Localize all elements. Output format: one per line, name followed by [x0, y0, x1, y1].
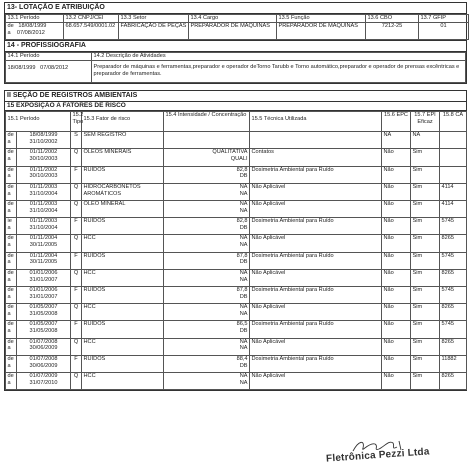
epi-cell: Sim — [411, 269, 440, 286]
risk-header-intensidade: 15.4 Intensidade / Concentração — [164, 112, 250, 132]
de-a-labels: de a — [6, 338, 17, 355]
tecnica-cell: Dosimetria Ambiental para Ruído — [250, 355, 382, 372]
epc-cell: Não — [382, 355, 411, 372]
epc-cell: Não — [382, 252, 411, 269]
tecnica-cell: Não Aplicável — [250, 269, 382, 286]
epc-cell: Não — [382, 201, 411, 218]
risk-header-epc: 15.6 EPC — [382, 112, 411, 132]
tipo-cell: Q — [71, 183, 82, 200]
tecnica-cell: Não Aplicável — [250, 338, 382, 355]
epc-cell: Não — [382, 166, 411, 183]
intensidade-cell: 86,5 DB — [164, 321, 250, 338]
epi-cell: Sim — [411, 321, 440, 338]
epi-cell: Sim — [411, 372, 440, 389]
fator-cell: HCC — [82, 372, 164, 389]
periodo-cell: 01/05/2007 31/05/2008 — [17, 304, 71, 321]
de-a-labels: de a — [6, 252, 17, 269]
epc-cell: Não — [382, 183, 411, 200]
tecnica-cell: Não Aplicável — [250, 183, 382, 200]
risk-header-epi: 15.7 EPI Eficaz — [411, 112, 440, 132]
de-a-labels: de a — [6, 183, 17, 200]
epi-cell: Sim — [411, 166, 440, 183]
lotacao-header: 13.1 Período — [6, 15, 64, 23]
lotacao-header-row — [6, 15, 469, 23]
tipo-cell: F — [71, 321, 82, 338]
periodo-cell: 01/11/2003 31/10/2004 — [17, 218, 71, 235]
tecnica-cell: Dosimetria Ambiental para Ruído — [250, 218, 382, 235]
gfip-cell: 01 — [419, 22, 469, 39]
lotacao-title: 13- LOTAÇÃO E ATRIBUIÇÃO — [5, 3, 466, 14]
profissiografia-header: 14.2 Descrição de Atividades — [92, 52, 466, 60]
periodo-inicio: 18/08/1999 — [18, 22, 47, 29]
epi-cell: Sim — [411, 252, 440, 269]
risk-row — [6, 355, 467, 372]
epi-cell: Sim — [411, 286, 440, 303]
risk-row — [6, 304, 467, 321]
registros-section — [4, 90, 467, 391]
tecnica-cell — [250, 132, 382, 149]
a-label: a — [7, 29, 11, 36]
epc-cell: Não — [382, 149, 411, 166]
de-a-labels: de a — [6, 269, 17, 286]
intensidade-cell — [164, 132, 250, 149]
ca-cell — [440, 149, 467, 166]
epc-cell: Não — [382, 372, 411, 389]
fator-cell: RUÍDOS — [82, 252, 164, 269]
profissiografia-header: 14.1 Período — [6, 52, 92, 60]
ca-cell: 4114 — [440, 183, 467, 200]
epi-cell: NA — [411, 132, 440, 149]
intensidade-cell: 82,8 DB — [164, 218, 250, 235]
intensidade-cell: NA NA — [164, 183, 250, 200]
tipo-cell: Q — [71, 304, 82, 321]
tecnica-cell: Contatos — [250, 149, 382, 166]
prof-fim: 07/08/2012 — [40, 64, 69, 71]
tipo-cell: F — [71, 286, 82, 303]
registros-title: II SEÇÃO DE REGISTROS AMBIENTAIS — [5, 91, 466, 102]
intensidade-cell: NA NA — [164, 235, 250, 252]
intensidade-cell: NA NA — [164, 269, 250, 286]
tipo-cell: F — [71, 252, 82, 269]
tipo-cell: Q — [71, 338, 82, 355]
ca-cell: 8265 — [440, 235, 467, 252]
fator-cell: HCC — [82, 338, 164, 355]
de-a-labels: de a — [6, 166, 17, 183]
atividades-descricao: Preparador de máquinas e ferramentas,preparador e operador deTorno Tarubb e Torno automático,preparador e operador de prensas excêntricas e preparador de ferramentas. — [92, 60, 466, 82]
intensidade-cell: NA NA — [164, 201, 250, 218]
epc-cell: Não — [382, 218, 411, 235]
profissiografia-title: 14 - PROFISSIOGRAFIA — [5, 40, 466, 52]
periodo-cell: 01/01/2006 31/01/2007 — [17, 286, 71, 303]
lotacao-header: 13.6 CBO — [366, 15, 419, 23]
ca-cell — [440, 166, 467, 183]
ca-cell — [440, 132, 467, 149]
fator-cell: ÓLEOS MINERAIS — [82, 149, 164, 166]
epc-cell: Não — [382, 304, 411, 321]
cnpj-cell: 68.657.549/0001.02 — [64, 22, 119, 39]
periodo-cell: 01/11/2003 31/10/2004 — [17, 183, 71, 200]
tipo-cell: Q — [71, 372, 82, 389]
epi-cell: Sim — [411, 218, 440, 235]
risk-row — [6, 149, 467, 166]
risk-header-row — [6, 112, 467, 132]
fator-cell: HCC — [82, 269, 164, 286]
ppp-page — [4, 2, 467, 465]
profissiografia-table — [5, 52, 466, 83]
tecnica-cell: Dosimetria Ambiental para Ruído — [250, 286, 382, 303]
fator-cell: HIDROCARBONETOS AROMÁTICOS — [82, 183, 164, 200]
risk-row — [6, 166, 467, 183]
tipo-cell: Q — [71, 269, 82, 286]
tecnica-cell: Não Aplicável — [250, 304, 382, 321]
lotacao-row — [6, 22, 469, 39]
de-a-labels: de a — [6, 132, 17, 149]
epc-cell: Não — [382, 321, 411, 338]
lotacao-section — [4, 2, 467, 84]
intensidade-cell: NA NA — [164, 372, 250, 389]
risk-header-fator: 15.3 Fator de risco — [82, 112, 164, 132]
intensidade-cell: 87,8 DB — [164, 286, 250, 303]
risk-row — [6, 132, 467, 149]
risk-row — [6, 372, 467, 389]
intensidade-cell: 88,4 DB — [164, 355, 250, 372]
risk-table — [5, 111, 467, 390]
tipo-cell: F — [71, 218, 82, 235]
epi-cell: Sim — [411, 183, 440, 200]
de-a-labels: de a — [6, 149, 17, 166]
periodo-cell: 01/11/2002 30/10/2003 — [17, 166, 71, 183]
ca-cell: 5745 — [440, 321, 467, 338]
epi-cell: Sim — [411, 338, 440, 355]
cargo-cell: PREPARADOR DE MÁQUINAS — [189, 22, 277, 39]
de-a-labels: de a — [6, 201, 17, 218]
de-a-labels: de a — [6, 235, 17, 252]
exposicao-title: 15 EXPOSIÇÃO A FATORES DE RISCO — [5, 102, 466, 112]
epc-cell: NA — [382, 132, 411, 149]
periodo-cell: 01/07/2008 30/06/2009 — [17, 355, 71, 372]
de-a-labels: de a — [6, 304, 17, 321]
lotacao-header: 13.5 Função — [277, 15, 366, 23]
periodo-cell: 01/01/2006 31/01/2007 — [17, 269, 71, 286]
de-a-labels: de a — [6, 372, 17, 389]
tipo-cell: Q — [71, 149, 82, 166]
periodo-cell: 01/11/2002 30/10/2003 — [17, 149, 71, 166]
ca-cell: 5745 — [440, 252, 467, 269]
intensidade-cell: NA NA — [164, 338, 250, 355]
tipo-cell: F — [71, 355, 82, 372]
intensidade-cell: 87,8 DB — [164, 252, 250, 269]
periodo-cell: 18/08/1999 31/10/2002 — [17, 132, 71, 149]
intensidade-cell: QUALITATIVA QUALI — [164, 149, 250, 166]
lotacao-table — [5, 14, 469, 40]
periodo-cell: 01/07/2009 31/07/2010 — [17, 372, 71, 389]
periodo-cell: 01/05/2007 31/05/2008 — [17, 321, 71, 338]
tipo-cell: Q — [71, 201, 82, 218]
epc-cell: Não — [382, 235, 411, 252]
periodo-cell: 01/07/2008 30/06/2009 — [17, 338, 71, 355]
de-a-labels: de a — [6, 286, 17, 303]
epi-cell: Sim — [411, 235, 440, 252]
intensidade-cell: NA NA — [164, 304, 250, 321]
risk-row — [6, 338, 467, 355]
ca-cell: 11882 — [440, 355, 467, 372]
funcao-cell: PREPARADOR DE MÁQUINAS — [277, 22, 366, 39]
periodo-cell: 01/11/2004 30/11/2005 — [17, 252, 71, 269]
tecnica-cell: Dosimetria Ambiental para Ruído — [250, 252, 382, 269]
periodo-cell: 01/11/2004 30/11/2005 — [17, 235, 71, 252]
de-a-labels: ie a — [6, 218, 17, 235]
periodo-cell: 01/11/2003 31/10/2004 — [17, 201, 71, 218]
de-a-labels: de a — [6, 321, 17, 338]
fator-cell: SEM REGISTRO — [82, 132, 164, 149]
cbo-cell: 7212-25 — [366, 22, 419, 39]
fator-cell: ÓLEO MINERAL — [82, 201, 164, 218]
risk-row — [6, 252, 467, 269]
tipo-cell: S — [71, 132, 82, 149]
tipo-cell: Q — [71, 235, 82, 252]
company-stamp: Fletrônica Pezzi Ltda — [325, 446, 430, 465]
ca-cell: 8265 — [440, 304, 467, 321]
lotacao-header: 13.4 Cargo — [189, 15, 277, 23]
fator-cell: HCC — [82, 235, 164, 252]
periodo-fim: 07/08/2012 — [16, 29, 45, 36]
risk-row — [6, 286, 467, 303]
fator-cell: RUÍDOS — [82, 218, 164, 235]
risk-row — [6, 183, 467, 200]
profissiografia-header-row — [6, 52, 466, 60]
tecnica-cell: Dosimetria Ambiental para Ruído — [250, 321, 382, 338]
ca-cell: 5745 — [440, 218, 467, 235]
tecnica-cell: Não Aplicável — [250, 372, 382, 389]
risk-header-periodo: 15.1 Período — [6, 112, 71, 132]
ca-cell: 8265 — [440, 338, 467, 355]
ca-cell: 4114 — [440, 201, 467, 218]
risk-header-tipo: 15.2 Tipo — [71, 112, 82, 132]
lotacao-header: 13.7 GFIP — [419, 15, 469, 23]
risk-row — [6, 218, 467, 235]
risk-header-tecnica: 15.5 Técnica Utilizada — [250, 112, 382, 132]
risk-row — [6, 321, 467, 338]
risk-row — [6, 201, 467, 218]
profissiografia-row — [6, 60, 466, 82]
lotacao-periodo — [6, 22, 64, 39]
epc-cell: Não — [382, 269, 411, 286]
de-a-labels: de a — [6, 355, 17, 372]
de-label: de — [7, 22, 14, 29]
risk-row — [6, 235, 467, 252]
risk-row — [6, 269, 467, 286]
ca-cell: 8265 — [440, 269, 467, 286]
profissiografia-periodo — [6, 60, 92, 82]
epi-cell: Sim — [411, 355, 440, 372]
fator-cell: RUÍDOS — [82, 355, 164, 372]
tecnica-cell: Dosimetria Ambiental para Ruído — [250, 166, 382, 183]
tecnica-cell: Não Aplicável — [250, 201, 382, 218]
lotacao-header: 13.2 CNPJ/CEI — [64, 15, 119, 23]
tipo-cell: F — [71, 166, 82, 183]
ca-cell: 5745 — [440, 286, 467, 303]
fator-cell: RUÍDOS — [82, 286, 164, 303]
fator-cell: RUÍDOS — [82, 166, 164, 183]
fator-cell: RUÍDOS — [82, 321, 164, 338]
fator-cell: HCC — [82, 304, 164, 321]
setor-cell: FABRICAÇÃO DE PEÇAS — [119, 22, 189, 39]
lotacao-header: 13.3 Setor — [119, 15, 189, 23]
intensidade-cell: 82,8 DB — [164, 166, 250, 183]
epc-cell: Não — [382, 338, 411, 355]
prof-inicio: 18/08/1999 — [7, 64, 36, 71]
ca-cell: 8265 — [440, 372, 467, 389]
epc-cell: Não — [382, 286, 411, 303]
tecnica-cell: Não Aplicável — [250, 235, 382, 252]
epi-cell: Sim — [411, 304, 440, 321]
risk-header-ca: 15.8 CA — [440, 112, 467, 132]
epi-cell: Sim — [411, 149, 440, 166]
epi-cell: Sim — [411, 201, 440, 218]
